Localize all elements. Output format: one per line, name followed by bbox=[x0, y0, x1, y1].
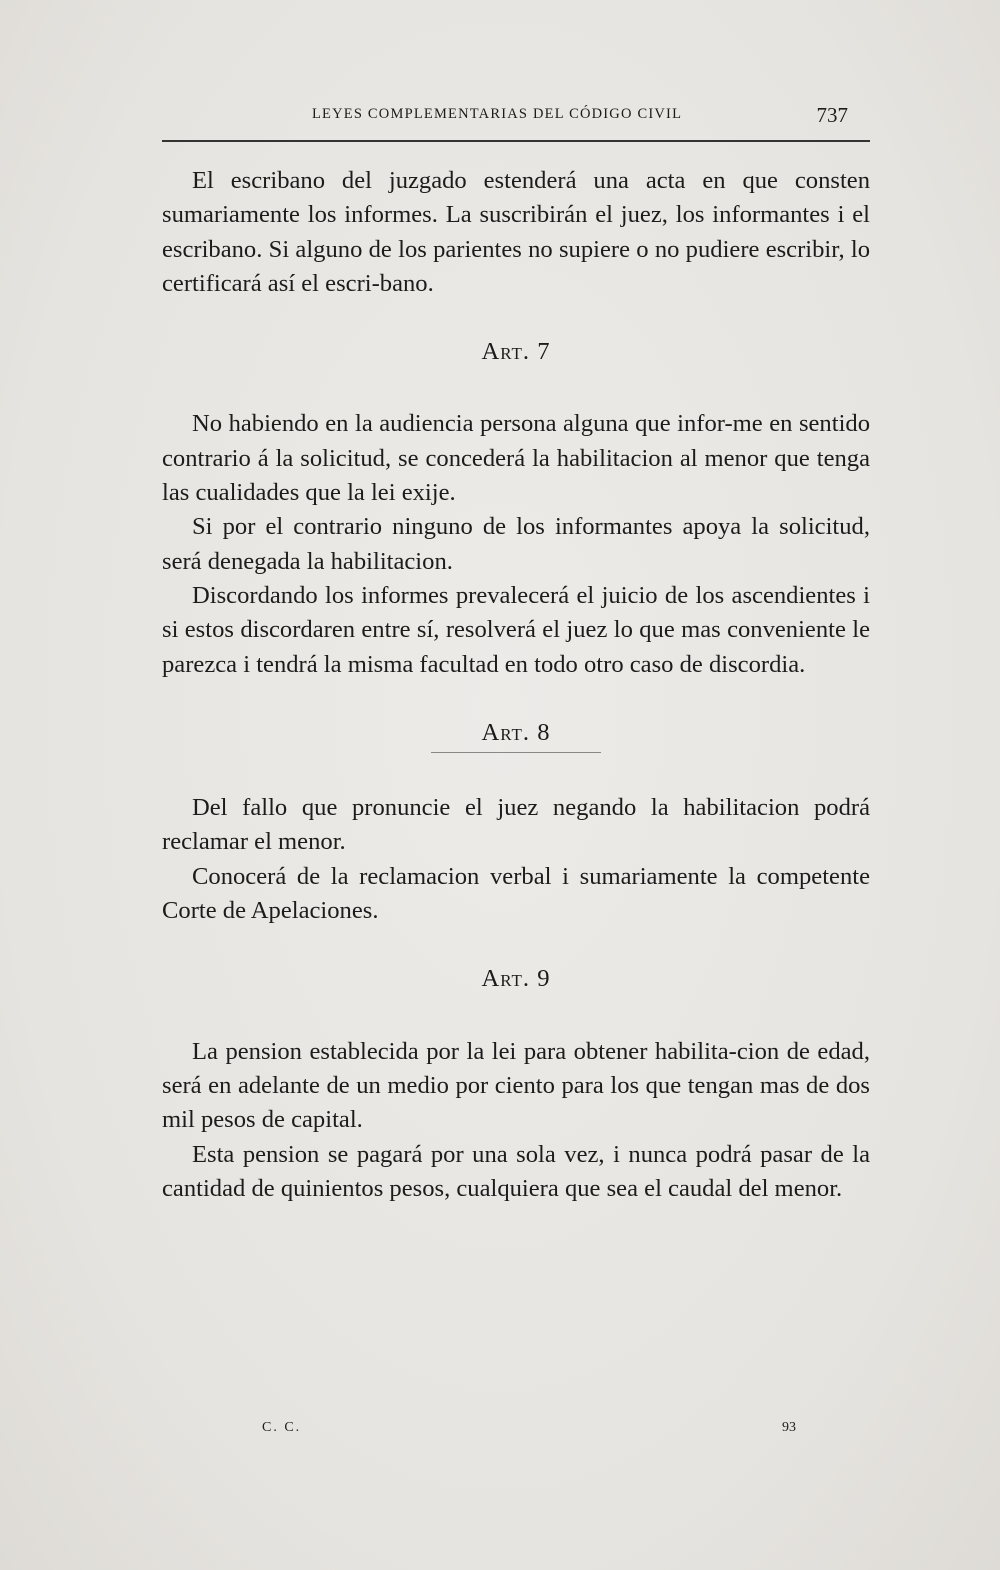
spacer bbox=[162, 369, 870, 407]
spacer bbox=[162, 997, 870, 1035]
running-title: LEYES COMPLEMENTARIAS DEL CÓDIGO CIVIL bbox=[312, 106, 683, 122]
article-8-paragraph-1: Del fallo que pronuncie el juez negando la habilitacion podrá reclamar el menor. bbox=[162, 794, 870, 856]
spacer bbox=[162, 682, 870, 716]
article-heading-9: Art. 9 bbox=[481, 965, 551, 993]
spacer bbox=[162, 753, 870, 791]
signature-number: 93 bbox=[782, 1420, 796, 1435]
article-8-paragraph-2: Conocerá de la reclamacion verbal i sumariamente la competente Corte de Apelaciones. bbox=[162, 862, 870, 925]
header-rule bbox=[162, 140, 870, 142]
article-7-paragraph-2: Si por el contrario ninguno de los informantes apoya la solicitud, será denegada la habilitacion. bbox=[162, 513, 870, 575]
paragraph-continuation: El escribano del juzgado estenderá una acta en que consten sumariamente los informes. La suscribirán el juez, los informantes i el escribano. Si alguno de los parientes no supiere o no pudiere escribir, lo certificará así el escri-bano. bbox=[162, 167, 870, 297]
article-9-paragraph-1: La pension establecida por la lei para obtener habilita-cion de edad, será en adelante de un medio por ciento para los que tengan mas de dos mil pesos de capital. bbox=[162, 1037, 870, 1134]
spacer bbox=[162, 301, 870, 335]
article-9-paragraph-2: Esta pension se pagará por una sola vez, i nunca podrá pasar de la cantidad de quinientos pesos, cualquiera que sea el caudal del menor. bbox=[162, 1140, 870, 1202]
spacer bbox=[162, 928, 870, 962]
body-text bbox=[162, 164, 870, 1206]
article-heading-7: Art. 7 bbox=[481, 338, 551, 366]
article-7-paragraph-1: No habiendo en la audiencia persona alguna que infor-me en sentido contrario á la solicitud, se concederá la habilitacion al menor que tenga las cualidades que la lei exije. bbox=[162, 410, 870, 507]
article-7-paragraph-3: Discordando los informes prevalecerá el juicio de los ascendientes i si estos discordaren entre sí, resolverá el juez lo que mas conveniente le parezca i tendrá la misma facultad en todo otro caso de discordia. bbox=[162, 581, 870, 678]
article-heading-8: Art. 8 bbox=[481, 718, 551, 746]
page-number: 737 bbox=[816, 103, 848, 127]
signature-mark: C. C. bbox=[262, 1420, 302, 1435]
running-head bbox=[160, 104, 850, 134]
